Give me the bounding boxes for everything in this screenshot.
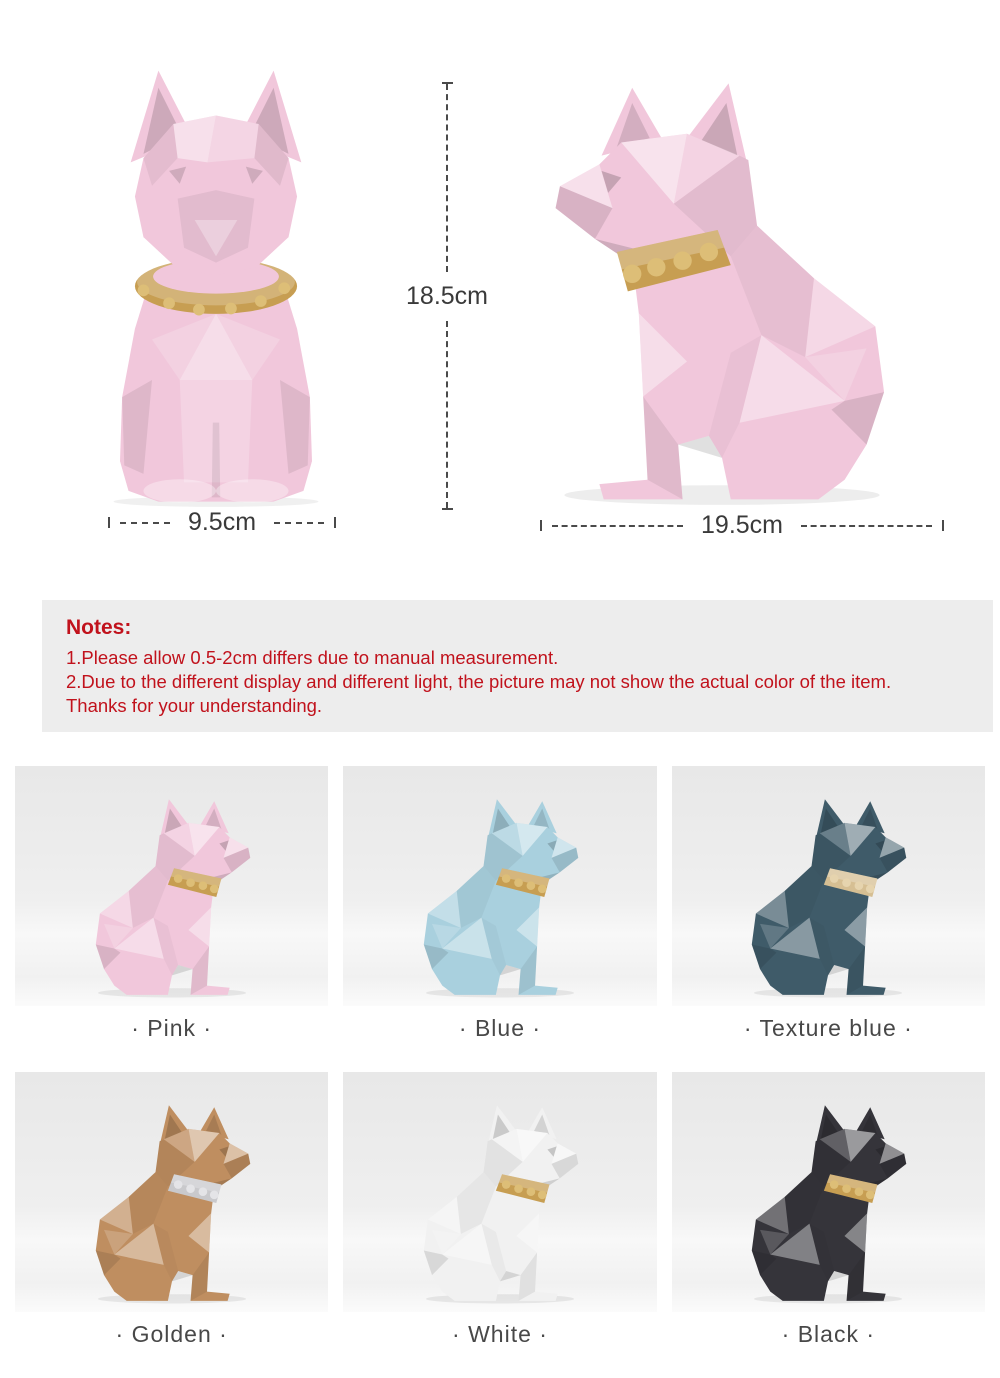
variant-photo-texture-blue — [672, 766, 985, 1006]
bulldog-front-figure — [88, 56, 344, 508]
variant-caption-golden: · Golden · — [115, 1320, 228, 1347]
dimension-tick — [334, 517, 336, 528]
width-dimension-label: 9.5cm — [187, 508, 257, 536]
dashed-line — [801, 525, 932, 527]
notes-line-3: Thanks for your understanding. — [66, 695, 323, 716]
bulldog-side-figure — [397, 1098, 603, 1304]
variant-caption-pink: · Pink · — [131, 1014, 213, 1041]
dimension-tick — [442, 508, 453, 510]
variant-card-black — [672, 1072, 985, 1356]
dashed-line — [446, 321, 448, 509]
notes-box — [42, 600, 993, 732]
variant-caption-black: · Black · — [781, 1320, 875, 1347]
dashed-line — [120, 522, 170, 524]
variant-card-golden — [15, 1072, 328, 1356]
size-reference-section — [0, 0, 1000, 556]
variant-photo-white — [343, 1072, 656, 1312]
variant-photo-golden — [15, 1072, 328, 1312]
bulldog-side-figure — [69, 792, 275, 998]
dimension-tick — [942, 520, 944, 531]
variant-card-blue — [343, 766, 656, 1050]
length-dimension — [540, 511, 944, 540]
product-photo-side-view — [498, 68, 946, 506]
variant-photo-pink — [15, 766, 328, 1006]
variant-caption-texture-blue: · Texture blue · — [743, 1014, 913, 1041]
bulldog-side-figure — [69, 1098, 275, 1304]
variant-caption-blue: · Blue · — [458, 1014, 542, 1041]
variant-photo-blue — [343, 766, 656, 1006]
width-dimension — [108, 508, 336, 537]
variant-photo-black — [672, 1072, 985, 1312]
variant-card-white — [343, 1072, 656, 1356]
height-dimension — [406, 82, 488, 510]
dashed-line — [552, 525, 683, 527]
notes-line-1: 1.Please allow 0.5-2cm differs due to manual measurement. — [66, 647, 559, 668]
variant-caption-white: · White · — [452, 1320, 548, 1347]
notes-title: Notes: — [66, 616, 132, 639]
dashed-line — [274, 522, 324, 524]
bulldog-side-figure — [725, 792, 931, 998]
variant-card-pink — [15, 766, 328, 1050]
bulldog-side-figure — [725, 1098, 931, 1304]
variant-card-texture-blue — [672, 766, 985, 1050]
dashed-line — [446, 84, 448, 272]
color-options-grid — [0, 766, 1000, 1356]
dimension-tick — [540, 520, 542, 531]
bulldog-side-figure — [498, 68, 946, 506]
dimension-tick — [108, 517, 110, 528]
bulldog-side-figure — [397, 792, 603, 998]
height-dimension-label: 18.5cm — [406, 281, 488, 310]
length-dimension-label: 19.5cm — [701, 511, 783, 539]
product-photo-front-view — [88, 56, 344, 508]
notes-line-2: 2.Due to the different display and different light, the picture may not show the actual color of the item. — [66, 671, 892, 692]
